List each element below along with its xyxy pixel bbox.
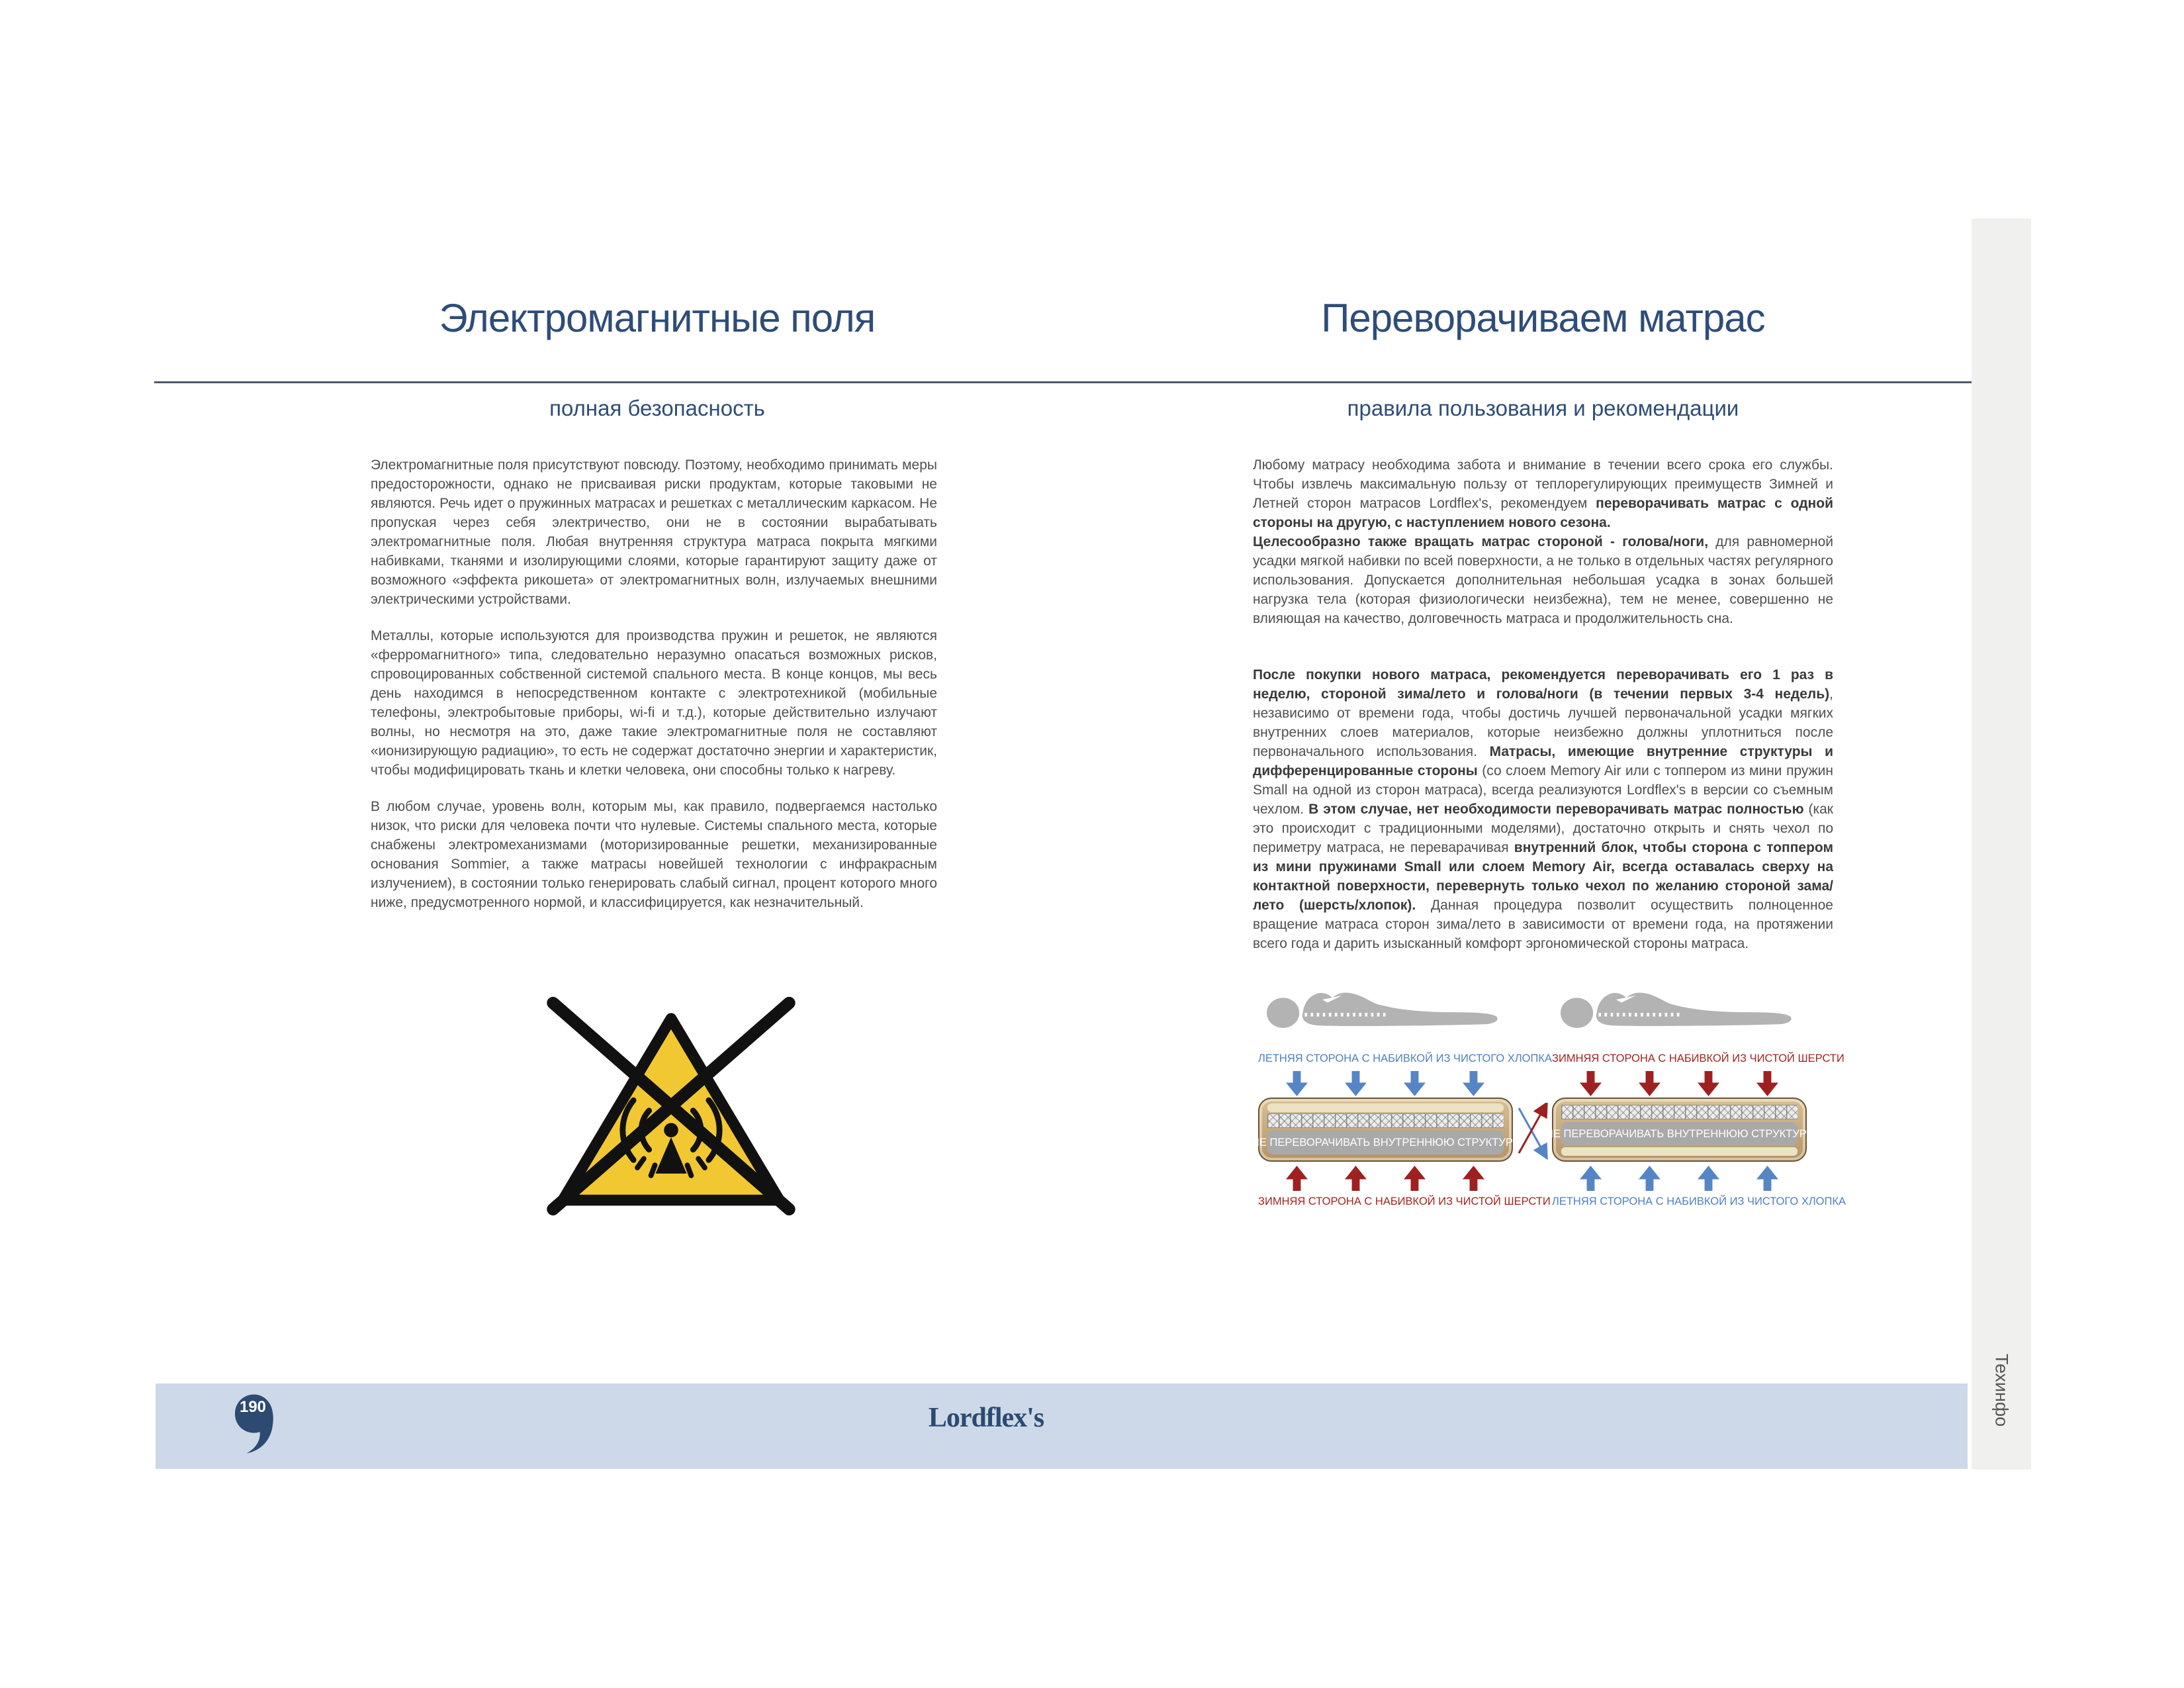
summer-arrows-up [1580,1166,1778,1191]
up-arrow-icon [1698,1166,1719,1191]
paragraph [1253,455,1833,532]
right-article-subtitle: правила пользования и рекомендации [1347,396,1739,420]
text-run: Металлы, которые используются для производства пружин и решеток, не являются «ферромагнитного» типа, следовательно неразумно опасаться возможных рисков, спровоцированных собственной системой спального места. В конце концов, мы весь день находимся в непосредственном контакте с электротехникой (мобильные телефоны, электробытовые приборы, wi-fi и т.д.), которые действительно излучают волны, но несмотря на это, даже такие электромагнитные поля не составляют «ионизирующую радиацию», то есть не содержат достаточно энергии и характеристик, чтобы модифицировать ткань и клетки человека, они способны только к нагреву. [371,628,937,778]
page-number: 190 [239,1398,267,1416]
inner-structure-label: НЕ ПЕРЕВОРАЧИВАТЬ ВНУТРЕННЮЮ СТРУКТУРУ [1561,1122,1797,1146]
brand-logo: Lordflex's [928,1403,1044,1433]
down-arrow-icon [1756,1071,1778,1096]
winter-arrows-down [1580,1071,1778,1096]
side-tab-techinfo [1972,218,2031,1470]
mattress-cross-section [1251,1098,1520,1162]
footer-bar [156,1383,1968,1469]
summer-side-label: ЛЕТНЯЯ СТОРОНА С НАБИВКОЙ ИЗ ЧИСТОГО ХЛОПКА [1552,1196,1846,1207]
bold-text-run: Целесообразно также вращать матрас стороной - голова/ноги, [1253,534,1709,549]
down-arrow-icon [1698,1071,1719,1096]
left-article-subtitle: полная безопасность [549,396,765,420]
mattress-winter-up-group [1545,972,1846,1223]
down-arrow-icon [1639,1071,1661,1096]
up-arrow-icon [1345,1166,1367,1191]
right-article-body [1253,455,1833,953]
paragraph [1253,665,1833,953]
up-arrow-icon [1756,1166,1778,1191]
cover-pad-layer [1267,1103,1504,1112]
paragraph [371,455,937,609]
mattress-summer-up-group [1251,972,1552,1223]
bold-text-run: Матрасы, имеющие внутренние структуры и дифференцированные стороны [1253,744,1833,778]
mattress-cross-section [1545,1098,1813,1162]
inner-structure-label: НЕ ПЕРЕВОРАЧИВАТЬ ВНУТРЕННЮЮ СТРУКТУРУ [1267,1131,1504,1154]
down-arrow-icon [1286,1071,1308,1096]
winter-side-label: ЗИМНЯЯ СТОРОНА С НАБИВКОЙ ИЗ ЧИСТОЙ ШЕРСТИ [1258,1196,1551,1207]
text-run: В любом случае, уровень волн, которым мы, как правило, подвергаемся настолько низок, что риски для человека почти что нулевые. Системы спального места, которые снабжены электромеханизмами (моторизированные решетки, механизированные основания Sommier, а также матрасы новейшей технологии с инфракрасным излучением), в состоянии только генерировать слабый сигнал, процент которого много ниже, предусмотренного нормой, и классифицируется, как незначительный. [371,799,937,910]
down-arrow-icon [1404,1071,1426,1096]
bold-text-run: В этом случае, нет необходимости переворачивать матрас полностью [1308,802,1809,817]
text-run: для равномерной усадки мягкой набивки по всей поверхности, а не только в отдельных частях регулярного использования. Допускается дополнительная небольшая усадка в зонах большей нагрузка тела (которая физиологически неизбежна), тем не менее, совершенно не влияющая на качество, долговечность матраса и продолжительность сна. [1253,534,1833,626]
divider-rule [154,381,1972,383]
sleeping-person-icon [1559,980,1800,1034]
up-arrow-icon [1580,1166,1602,1191]
winter-side-label: ЗИМНЯЯ СТОРОНА С НАБИВКОЙ ИЗ ЧИСТОЙ ШЕРСТИ [1552,1053,1844,1064]
down-arrow-icon [1580,1071,1602,1096]
paragraph [371,797,937,912]
down-arrow-icon [1345,1071,1367,1096]
paragraph [1253,532,1833,628]
text-run: Электромагнитные поля присутствуют повсюду. Поэтому, необходимо принимать меры предосторожности, однако не присваивая риски продуктам, которые таковыми не являются. Речь идет о пружинных матрасах и решетках с металлическим каркасом. Не пропуская через себя электричество, они не в состоянии вырабатывать электромагнитные поля. Любая внутренняя структура матраса покрыта мягкими набивками, тканями и изолирующими слоями, которые гарантируют защиту даже от возможного «эффекта рикошета» от электромагнитных волн, излучаемых внешними электрическими устройствами. [371,457,937,607]
swap-sides-arrows-icon [1516,1103,1548,1160]
cover-pad-layer [1561,1147,1797,1156]
side-tab-label: Техинфо [1991,1354,2012,1427]
text-run: Данная процедура позволит осуществить полноценное вращение матраса сторон зима/лето в зависимости от времени года, на протяжении всего года и дарить изысканный комфорт эргономической стороны матраса. [1253,898,1833,951]
left-article-body [371,455,937,912]
left-article-title: Электромагнитные поля [439,296,876,340]
bold-text-run: После покупки нового матраса, рекомендуется переворачивать его 1 раз в неделю, стороной зима/лето и голова/ноги (в течении первых 3-4 недель) [1253,667,1833,702]
up-arrow-icon [1404,1166,1426,1191]
text-run: Любому матрасу необходима забота и внимание в течении всего срока его службы. Чтобы извлечь максимальную пользу от теплорегулирующих преимуществ Зимней и Летней сторон матрасов Lordflex's, рекомендуем [1253,457,1833,511]
down-arrow-icon [1463,1071,1484,1096]
text-run: (как это происходит с традиционными моделями), достаточно открыть и снять чехол по периметру матраса, не переварачивая [1253,802,1833,855]
mattress-flip-diagram [1251,972,1846,1223]
up-arrow-icon [1286,1166,1308,1191]
sleeping-person-icon [1265,980,1506,1034]
paragraph [371,626,937,780]
winter-arrows-up [1286,1166,1484,1191]
bold-text-run: внутренний блок, чтобы сторона с топпером из мини пружинами Small или слоем Memory Air, всегда оставалась сверху на контактной поверхности, перевернуть только чехол по желанию стороной зама/лето (шерсть/хлопок). [1253,840,1833,913]
up-arrow-icon [1463,1166,1484,1191]
mini-springs-layer [1267,1113,1504,1128]
mini-springs-layer [1561,1105,1797,1119]
right-article-title: Переворачиваем матрас [1321,296,1765,340]
summer-side-label: ЛЕТНЯЯ СТОРОНА С НАБИВКОЙ ИЗ ЧИСТОГО ХЛОПКА [1258,1053,1552,1064]
text-run: (со слоем Memory Air или с топпером из мини пружин Small на одной из сторон матраса), всегда реализуются Lordflex's в версии со съемным чехлом. [1253,763,1834,817]
up-arrow-icon [1639,1166,1661,1191]
no-electromagnetic-radiation-icon [541,993,801,1218]
text-run: , независимо от времени года, чтобы достичь лучшей первоначальной усадки мягких внутренних слоев материалов, которые неизбежно должны уплотниться после первоначального использования. [1253,686,1833,759]
bold-text-run: переворачивать матрас с одной стороны на другую, с наступлением нового сезона. [1253,496,1833,530]
summer-arrows-down [1286,1071,1484,1096]
